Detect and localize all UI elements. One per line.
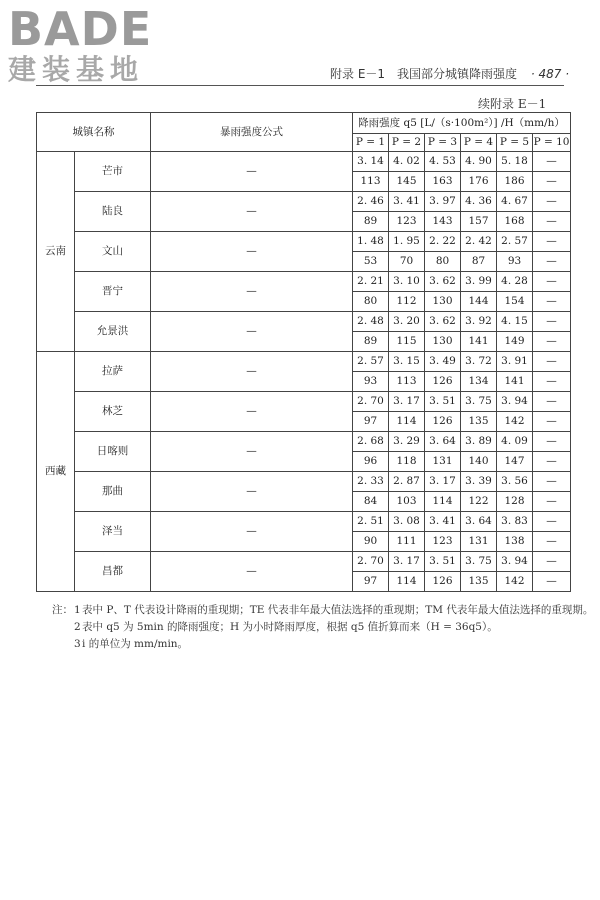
q5-value-cell: 3. 62 xyxy=(425,312,461,332)
q5-value-cell: 2. 87 xyxy=(389,472,425,492)
note-number: 3 xyxy=(74,638,81,650)
hourly-value-cell: 130 xyxy=(425,332,461,352)
hourly-value-cell: 53 xyxy=(353,252,389,272)
q5-value-cell: 3. 64 xyxy=(461,512,497,532)
city-cell: 昌都 xyxy=(75,552,151,592)
table-row xyxy=(37,192,571,212)
hourly-value-cell: 70 xyxy=(389,252,425,272)
q5-value-cell: 2. 70 xyxy=(353,392,389,412)
q5-value-cell: — xyxy=(533,392,571,412)
hourly-value-cell: 131 xyxy=(461,532,497,552)
brand-logo xyxy=(8,2,153,86)
formula-cell: — xyxy=(151,152,353,192)
city-cell: 拉萨 xyxy=(75,352,151,392)
q5-value-cell: 3. 99 xyxy=(461,272,497,292)
header-formula: 暴雨强度公式 xyxy=(151,113,353,152)
hourly-value-cell: 135 xyxy=(461,572,497,592)
q5-value-cell: 3. 62 xyxy=(425,272,461,292)
logo-chinese-text: 建装基地 xyxy=(8,53,145,86)
period-header: P = 4 xyxy=(461,134,497,152)
table-row xyxy=(37,432,571,452)
period-header: P = 5 xyxy=(497,134,533,152)
formula-cell: — xyxy=(151,512,353,552)
hourly-value-cell: 130 xyxy=(425,292,461,312)
q5-value-cell: — xyxy=(533,512,571,532)
hourly-value-cell: 126 xyxy=(425,412,461,432)
formula-cell: — xyxy=(151,272,353,312)
q5-value-cell: 4. 36 xyxy=(461,192,497,212)
q5-value-cell: 3. 29 xyxy=(389,432,425,452)
q5-value-cell: 3. 17 xyxy=(425,472,461,492)
q5-value-cell: 3. 75 xyxy=(461,552,497,572)
table-row xyxy=(37,152,571,172)
q5-value-cell: 3. 91 xyxy=(497,352,533,372)
q5-value-cell: — xyxy=(533,432,571,452)
q5-value-cell: 3. 49 xyxy=(425,352,461,372)
formula-cell: — xyxy=(151,432,353,472)
note-item xyxy=(52,636,593,653)
hourly-value-cell: 128 xyxy=(497,492,533,512)
hourly-value-cell: 157 xyxy=(461,212,497,232)
q5-value-cell: 5. 18 xyxy=(497,152,533,172)
hourly-value-cell: 123 xyxy=(425,532,461,552)
period-header: P = 2 xyxy=(389,134,425,152)
city-cell: 泽当 xyxy=(75,512,151,552)
table-row xyxy=(37,232,571,252)
q5-value-cell: 3. 94 xyxy=(497,552,533,572)
hourly-value-cell: — xyxy=(533,572,571,592)
formula-cell: — xyxy=(151,472,353,512)
hourly-value-cell: 114 xyxy=(389,412,425,432)
hourly-value-cell: — xyxy=(533,372,571,392)
hourly-value-cell: 176 xyxy=(461,172,497,192)
table-row xyxy=(37,392,571,412)
q5-value-cell: 3. 15 xyxy=(389,352,425,372)
table-row xyxy=(37,512,571,532)
q5-value-cell: 2. 68 xyxy=(353,432,389,452)
hourly-value-cell: 90 xyxy=(353,532,389,552)
q5-value-cell: 4. 67 xyxy=(497,192,533,212)
q5-value-cell: 2. 42 xyxy=(461,232,497,252)
q5-value-cell: — xyxy=(533,152,571,172)
hourly-value-cell: 123 xyxy=(389,212,425,232)
q5-value-cell: 2. 57 xyxy=(353,352,389,372)
q5-value-cell: — xyxy=(533,192,571,212)
hourly-value-cell: 140 xyxy=(461,452,497,472)
city-cell: 林芝 xyxy=(75,392,151,432)
formula-cell: — xyxy=(151,352,353,392)
note-number: 1 xyxy=(74,604,81,616)
hourly-value-cell: 114 xyxy=(425,492,461,512)
appendix-title: 附录 E－1 我国部分城镇降雨强度 xyxy=(330,67,518,81)
formula-cell: — xyxy=(151,312,353,352)
formula-cell: — xyxy=(151,192,353,232)
period-header: P = 3 xyxy=(425,134,461,152)
hourly-value-cell: — xyxy=(533,172,571,192)
hourly-value-cell: 142 xyxy=(497,572,533,592)
hourly-value-cell: 80 xyxy=(353,292,389,312)
hourly-value-cell: 93 xyxy=(497,252,533,272)
city-cell: 允景洪 xyxy=(75,312,151,352)
province-cell: 西藏 xyxy=(37,352,75,592)
rainfall-intensity-table xyxy=(36,112,571,592)
hourly-value-cell: 96 xyxy=(353,452,389,472)
q5-value-cell: — xyxy=(533,312,571,332)
hourly-value-cell: 142 xyxy=(497,412,533,432)
q5-value-cell: 3. 14 xyxy=(353,152,389,172)
hourly-value-cell: 141 xyxy=(461,332,497,352)
note-text: i 的单位为 mm/min。 xyxy=(82,638,189,650)
q5-value-cell: 3. 72 xyxy=(461,352,497,372)
q5-value-cell: 3. 17 xyxy=(389,552,425,572)
hourly-value-cell: 113 xyxy=(353,172,389,192)
q5-value-cell: — xyxy=(533,232,571,252)
q5-value-cell: — xyxy=(533,352,571,372)
q5-value-cell: 3. 51 xyxy=(425,392,461,412)
table-row xyxy=(37,352,571,372)
hourly-value-cell: 89 xyxy=(353,332,389,352)
hourly-value-cell: 97 xyxy=(353,412,389,432)
city-cell: 那曲 xyxy=(75,472,151,512)
q5-value-cell: 3. 41 xyxy=(389,192,425,212)
hourly-value-cell: 135 xyxy=(461,412,497,432)
hourly-value-cell: 186 xyxy=(497,172,533,192)
q5-value-cell: — xyxy=(533,272,571,292)
hourly-value-cell: — xyxy=(533,412,571,432)
hourly-value-cell: 111 xyxy=(389,532,425,552)
q5-value-cell: 3. 41 xyxy=(425,512,461,532)
q5-value-cell: 3. 56 xyxy=(497,472,533,492)
q5-value-cell: 3. 64 xyxy=(425,432,461,452)
header-rule xyxy=(36,85,564,86)
q5-value-cell: 3. 20 xyxy=(389,312,425,332)
q5-value-cell: — xyxy=(533,472,571,492)
hourly-value-cell: — xyxy=(533,252,571,272)
hourly-value-cell: 84 xyxy=(353,492,389,512)
formula-cell: — xyxy=(151,392,353,432)
hourly-value-cell: 163 xyxy=(425,172,461,192)
q5-value-cell: 3. 83 xyxy=(497,512,533,532)
hourly-value-cell: — xyxy=(533,452,571,472)
q5-value-cell: 2. 22 xyxy=(425,232,461,252)
period-header: P = 1 xyxy=(353,134,389,152)
q5-value-cell: 2. 33 xyxy=(353,472,389,492)
table-row xyxy=(37,472,571,492)
hourly-value-cell: — xyxy=(533,212,571,232)
period-header: P = 10 xyxy=(533,134,571,152)
note-text: 表中 q5 为 5min 的降雨强度；H 为小时降雨厚度，根据 q5 值折算而来（H = 36q5）。 xyxy=(82,621,498,633)
q5-value-cell: 4. 15 xyxy=(497,312,533,332)
q5-value-cell: 4. 53 xyxy=(425,152,461,172)
q5-value-cell: 4. 02 xyxy=(389,152,425,172)
hourly-value-cell: 126 xyxy=(425,372,461,392)
table-row xyxy=(37,552,571,572)
hourly-value-cell: 114 xyxy=(389,572,425,592)
q5-value-cell: 2. 57 xyxy=(497,232,533,252)
hourly-value-cell: 118 xyxy=(389,452,425,472)
q5-value-cell: 2. 48 xyxy=(353,312,389,332)
q5-value-cell: 3. 51 xyxy=(425,552,461,572)
hourly-value-cell: — xyxy=(533,492,571,512)
hourly-value-cell: 143 xyxy=(425,212,461,232)
hourly-value-cell: 87 xyxy=(461,252,497,272)
q5-value-cell: 4. 90 xyxy=(461,152,497,172)
q5-value-cell: 3. 89 xyxy=(461,432,497,452)
continued-label: 续附录 E－1 xyxy=(478,97,547,111)
hourly-value-cell: — xyxy=(533,292,571,312)
hourly-value-cell: 80 xyxy=(425,252,461,272)
formula-cell: — xyxy=(151,232,353,272)
city-cell: 陆良 xyxy=(75,192,151,232)
hourly-value-cell: 115 xyxy=(389,332,425,352)
note-item xyxy=(52,619,593,636)
q5-value-cell: 4. 28 xyxy=(497,272,533,292)
page-number: · 487 · xyxy=(530,67,570,81)
hourly-value-cell: 149 xyxy=(497,332,533,352)
header-city: 城镇名称 xyxy=(37,113,151,152)
q5-value-cell: 2. 46 xyxy=(353,192,389,212)
q5-value-cell: 4. 09 xyxy=(497,432,533,452)
hourly-value-cell: 113 xyxy=(389,372,425,392)
q5-value-cell: 2. 21 xyxy=(353,272,389,292)
city-cell: 芒市 xyxy=(75,152,151,192)
q5-value-cell: 3. 92 xyxy=(461,312,497,332)
hourly-value-cell: 97 xyxy=(353,572,389,592)
hourly-value-cell: 145 xyxy=(389,172,425,192)
header-intensity: 降雨强度 q5 [L/（s·100m²）] /H（mm/h） xyxy=(353,113,571,134)
table-row xyxy=(37,272,571,292)
page-header xyxy=(330,65,569,82)
note-item xyxy=(52,602,593,619)
hourly-value-cell: 154 xyxy=(497,292,533,312)
hourly-value-cell: 141 xyxy=(497,372,533,392)
hourly-value-cell: 144 xyxy=(461,292,497,312)
q5-value-cell: 2. 51 xyxy=(353,512,389,532)
city-cell: 日喀则 xyxy=(75,432,151,472)
hourly-value-cell: — xyxy=(533,532,571,552)
q5-value-cell: 3. 10 xyxy=(389,272,425,292)
q5-value-cell: — xyxy=(533,552,571,572)
city-cell: 文山 xyxy=(75,232,151,272)
notes xyxy=(52,602,593,653)
hourly-value-cell: 126 xyxy=(425,572,461,592)
hourly-value-cell: 93 xyxy=(353,372,389,392)
note-number: 2 xyxy=(74,621,81,633)
q5-value-cell: 3. 94 xyxy=(497,392,533,412)
q5-value-cell: 3. 39 xyxy=(461,472,497,492)
hourly-value-cell: — xyxy=(533,332,571,352)
hourly-value-cell: 134 xyxy=(461,372,497,392)
q5-value-cell: 3. 17 xyxy=(389,392,425,412)
hourly-value-cell: 112 xyxy=(389,292,425,312)
note-text: 表中 P、T 代表设计降雨的重现期；TE 代表非年最大值法选择的重现期；TM 代表年最大值法选择的重现期。 xyxy=(82,604,594,616)
hourly-value-cell: 89 xyxy=(353,212,389,232)
q5-value-cell: 2. 70 xyxy=(353,552,389,572)
q5-value-cell: 3. 97 xyxy=(425,192,461,212)
hourly-value-cell: 147 xyxy=(497,452,533,472)
note-lead: 注： xyxy=(52,604,73,616)
q5-value-cell: 3. 75 xyxy=(461,392,497,412)
hourly-value-cell: 122 xyxy=(461,492,497,512)
hourly-value-cell: 138 xyxy=(497,532,533,552)
logo-latin-text: BADE xyxy=(8,2,153,56)
q5-value-cell: 1. 95 xyxy=(389,232,425,252)
table-body xyxy=(37,152,571,592)
q5-value-cell: 3. 08 xyxy=(389,512,425,532)
formula-cell: — xyxy=(151,552,353,592)
city-cell: 晋宁 xyxy=(75,272,151,312)
province-cell: 云南 xyxy=(37,152,75,352)
hourly-value-cell: 131 xyxy=(425,452,461,472)
hourly-value-cell: 168 xyxy=(497,212,533,232)
table-row xyxy=(37,312,571,332)
hourly-value-cell: 103 xyxy=(389,492,425,512)
q5-value-cell: 1. 48 xyxy=(353,232,389,252)
